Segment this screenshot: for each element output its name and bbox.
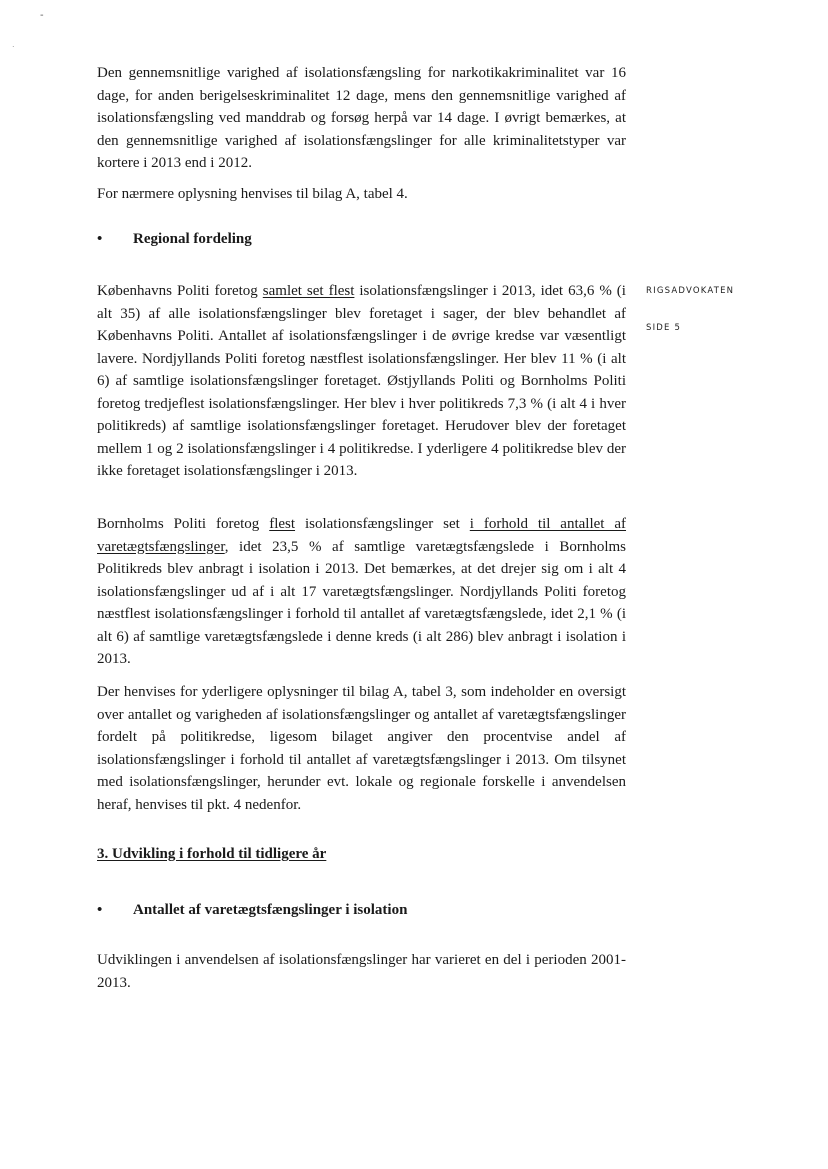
sidebar-org: RIGSADVOKATEN bbox=[646, 286, 735, 296]
paragraph-text bbox=[97, 280, 626, 483]
bullet-title: Antallet af varetægtsfængslinger i isolation bbox=[133, 902, 408, 918]
paragraph-6 bbox=[97, 949, 626, 994]
scan-mark: . bbox=[12, 40, 15, 49]
section-bullet-regional bbox=[97, 231, 252, 248]
text-run: isolationsfængslinger set bbox=[295, 516, 470, 532]
paragraph-3 bbox=[97, 280, 626, 483]
bullet-icon: • bbox=[97, 902, 103, 918]
scan-mark: - bbox=[40, 10, 44, 21]
bullet-icon: • bbox=[97, 231, 103, 247]
paragraph-text: Udviklingen i anvendelsen af isolationsfængslinger har varieret en del i perioden 2001-2013. bbox=[97, 952, 626, 991]
sidebar-page-number: SIDE 5 bbox=[646, 323, 682, 333]
underlined-text: flest bbox=[269, 516, 296, 532]
text-run: isolationsfængslinger i 2013, idet 63,6 % (i alt 35) af alle isolationsfængslinger blev foretaget i sager, der blev behandlet af Københavns Politi. Antallet af isolationsfængslinger i de øvrige kredse var væsentligt lavere. Nordjyllands Politi foretog næstflest isolationsfængslinger. Her blev 11 % (i alt 6) af samtlige isolationsfængslinger foretaget. Østjyllands Politi og Bornholms Politi foretog tredjeflest isolationsfængslinger. Her blev i hver politikreds 7,3 % (i alt 4 i hver politikreds) af samtlige isolationsfængslinger foretaget. Herudover blev der foretaget mellem 1 og 2 isolationsfængslinger i 4 politikredse. I yderligere 4 politikredse blev der ikke foretaget isolationsfængslinger i 2013. bbox=[97, 283, 626, 479]
text-run: , idet 23,5 % af samtlige varetægtsfængslede i Bornholms Politikreds blev anbragt i isolation i 2013. Det bemærkes, at det drejer sig om i alt 4 isolationsfængslinger ud af i alt 17 varetægtsfængslinger. Nordjyllands Politi foretog næstflest isolationsfængslinger i forhold til antallet af varetægtsfængslede, idet 2,1 % (i alt 6) af samtlige varetægtsfængslede i denne kreds (i alt 286) blev anbragt i isolation i 2013. bbox=[97, 538, 626, 667]
underlined-text: samlet set flest bbox=[262, 283, 355, 299]
paragraph-2 bbox=[97, 183, 626, 206]
paragraph-text bbox=[97, 513, 626, 671]
paragraph-text: Den gennemsnitlige varighed af isolationsfængsling for narkotikakriminalitet var 16 dage, for anden berigelseskriminalitet 12 dage, mens den gennemsnitlige varighed af isolationsfængsling ved manddrab og forsøg herpå var 14 dage. I øvrigt bemærkes, at den gennemsnitlige varighed af isolationsfængslinger for alle kriminalitetstyper var kortere i 2013 end i 2012. bbox=[97, 65, 626, 171]
text-run: Københavns Politi foretog bbox=[97, 283, 263, 299]
paragraph-1 bbox=[97, 62, 626, 175]
paragraph-text: For nærmere oplysning henvises til bilag A, tabel 4. bbox=[97, 186, 408, 202]
paragraph-5 bbox=[97, 681, 626, 816]
text-run: Bornholms Politi foretog bbox=[97, 516, 270, 532]
paragraph-4 bbox=[97, 513, 626, 671]
underlined-text: i forhold til antallet af varetægtsfængslinger bbox=[97, 516, 627, 555]
section-heading: 3. Udvikling i forhold til tidligere år bbox=[97, 846, 327, 862]
paragraph-text: Der henvises for yderligere oplysninger til bilag A, tabel 3, som indeholder en oversigt over antallet og varigheden af isolationsfængslinger og antallet af varetægtsfængslinger fordelt på politikredse, ligesom bilaget angiver den procentvise andel af isolationsfængslinger i forhold til antallet af varetægtsfængslinger i 2013. Om tilsynet med isolationsfængslinger, herunder evt. lokale og regionale forskelle i anvendelsen heraf, henvises til pkt. 4 nedenfor. bbox=[97, 684, 626, 813]
section-bullet-custody bbox=[97, 902, 407, 919]
bullet-title: Regional fordeling bbox=[133, 231, 252, 247]
